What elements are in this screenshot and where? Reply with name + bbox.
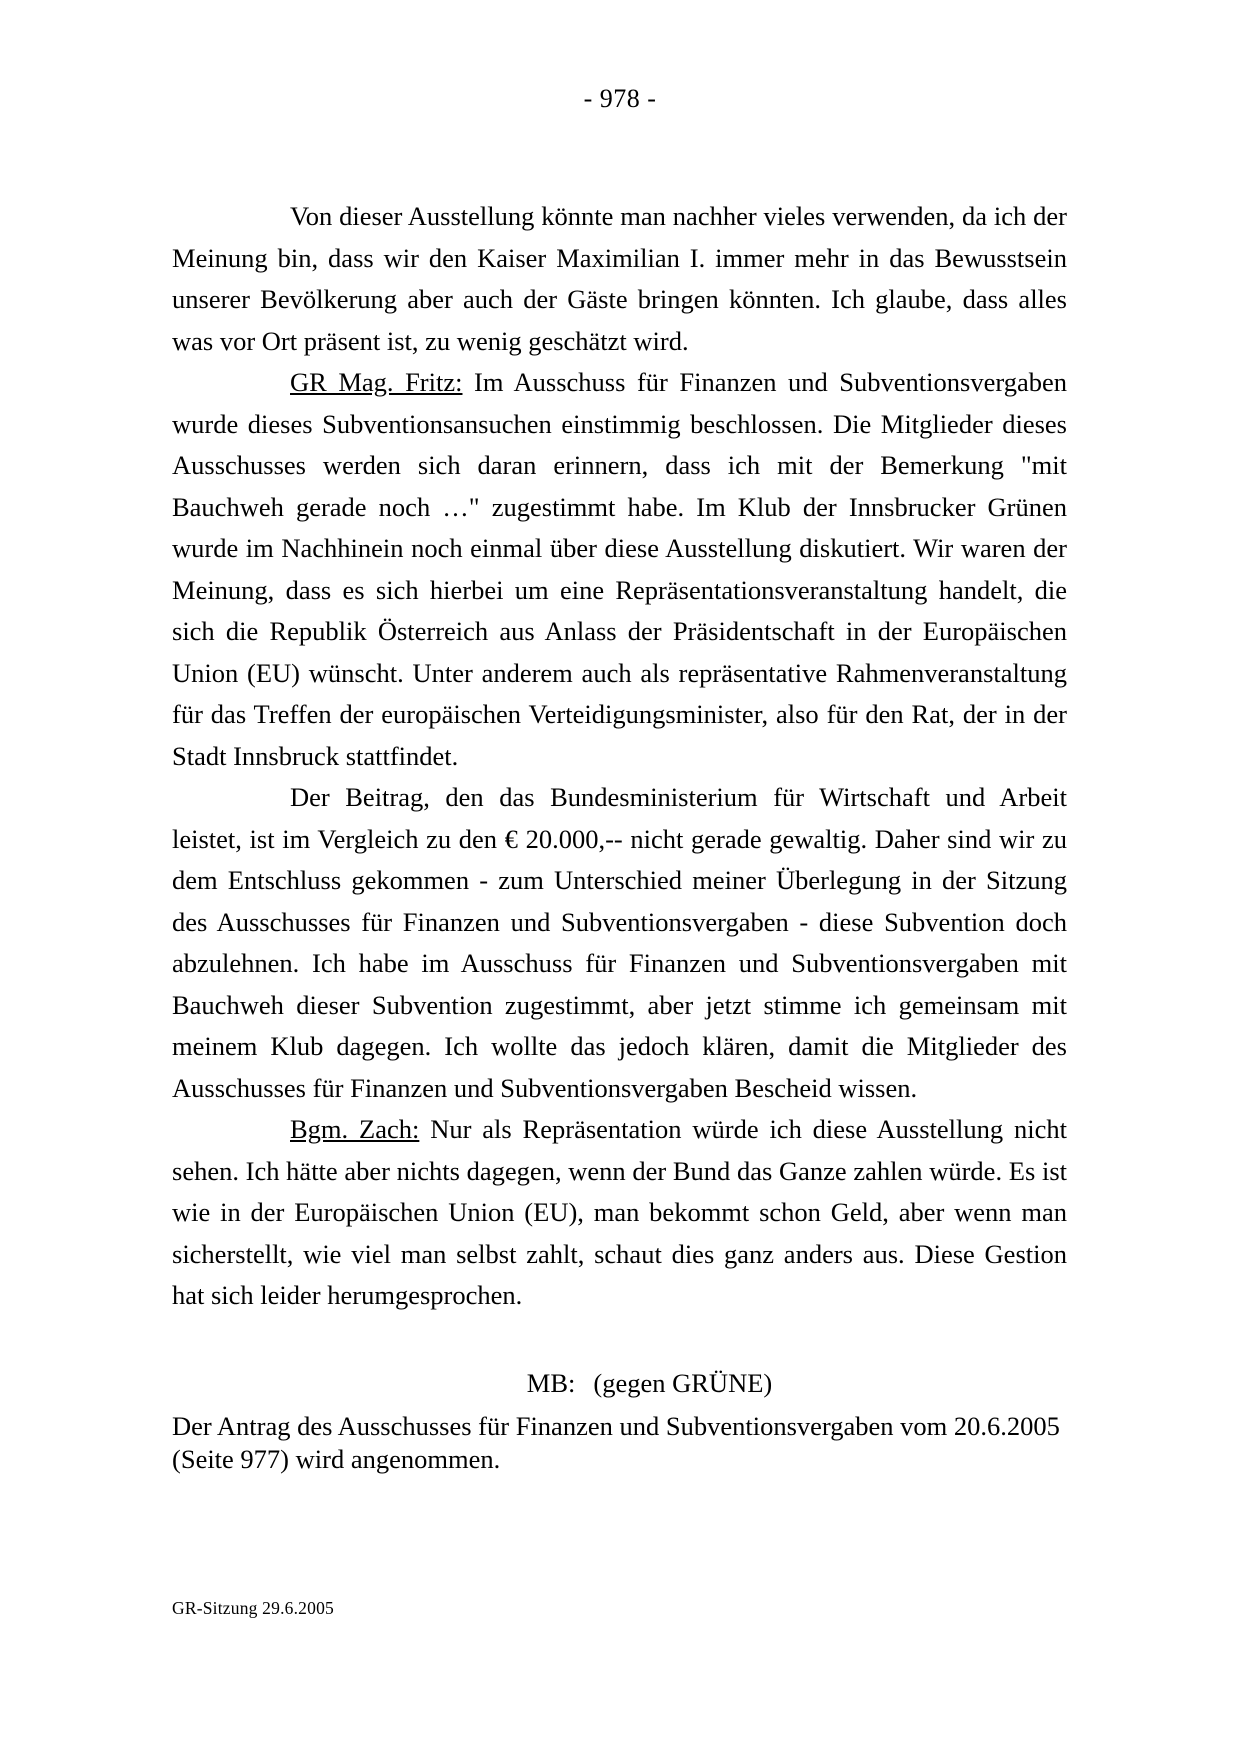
speaker-name-zach: Bgm. Zach: bbox=[290, 1114, 420, 1144]
speaker-name-fritz: GR Mag. Fritz: bbox=[290, 367, 463, 397]
paragraph-1: Von dieser Ausstellung könnte man nachher vieles verwenden, da ich der Meinung bin, dass wir den Kaiser Maximilian I. immer mehr in das Bewusstsein unserer Bevölkerung aber auch der Gäste bringen könnten. Ich glaube, dass alles was vor Ort präsent ist, zu wenig geschätzt wird. bbox=[172, 201, 1067, 356]
vote-line bbox=[172, 1363, 1067, 1405]
resolution-text: Der Antrag des Ausschusses für Finanzen und Subventionsvergaben vom 20.6.2005 (Seite 977) wird angenommen. bbox=[172, 1411, 1060, 1474]
page-footer: GR-Sitzung 29.6.2005 bbox=[172, 1598, 334, 1618]
vote-result: (gegen GRÜNE) bbox=[593, 1367, 773, 1398]
paragraph-4 bbox=[172, 1109, 1067, 1317]
page-body bbox=[172, 196, 1067, 1476]
paragraph-2-text: Im Ausschuss für Finanzen und Subventionsvergaben wurde dieses Subventionsansuchen einstimmig beschlossen. Die Mitglieder dieses Ausschusses werden sich daran erinnern, dass ich mit der Bemerkung "mit Bauchweh gerade noch …" zugestimmt habe. Im Klub der Innsbrucker Grünen wurde im Nachhinein noch einmal über diese Ausstellung diskutiert. Wir waren der Meinung, dass es sich hierbei um eine Repräsentationsveranstaltung handelt, die sich die Republik Österreich aus Anlass der Präsidentschaft in der Europäischen Union (EU) wünscht. Unter anderem auch als repräsentative Rahmenveranstaltung für das Treffen der europäischen Verteidigungsminister, also für den Rat, der in der Stadt Innsbruck stattfindet. bbox=[172, 367, 1067, 771]
vote-block bbox=[172, 1363, 1067, 1477]
paragraph-4-text: Nur als Repräsentation würde ich diese Ausstellung nicht sehen. Ich hätte aber nichts dagegen, wenn der Bund das Ganze zahlen würde. Es ist wie in der Europäischen Union (EU), man bekommt schon Geld, aber wenn man sicherstellt, wie viel man selbst zahlt, schaut dies ganz anders aus. Diese Gestion hat sich leider herumgesprochen. bbox=[172, 1114, 1067, 1310]
vote-label: MB: bbox=[526, 1367, 576, 1398]
page-number: - 978 - bbox=[583, 84, 657, 113]
paragraph-2 bbox=[172, 362, 1067, 777]
paragraph-3: Der Beitrag, den das Bundesministerium für Wirtschaft und Arbeit leistet, ist im Vergleich zu den € 20.000,-- nicht gerade gewaltig. Daher sind wir zu dem Entschluss gekommen - zum Unterschied meiner Überlegung in der Sitzung des Ausschusses für Finanzen und Subventionsvergaben - diese Subvention doch abzulehnen. Ich habe im Ausschuss für Finanzen und Subventionsvergaben mit Bauchweh dieser Subvention zugestimmt, aber jetzt stimme ich gemeinsam mit meinem Klub dagegen. Ich wollte das jedoch klären, damit die Mitglieder des Ausschusses für Finanzen und Subventionsvergaben Bescheid wissen. bbox=[172, 782, 1067, 1103]
